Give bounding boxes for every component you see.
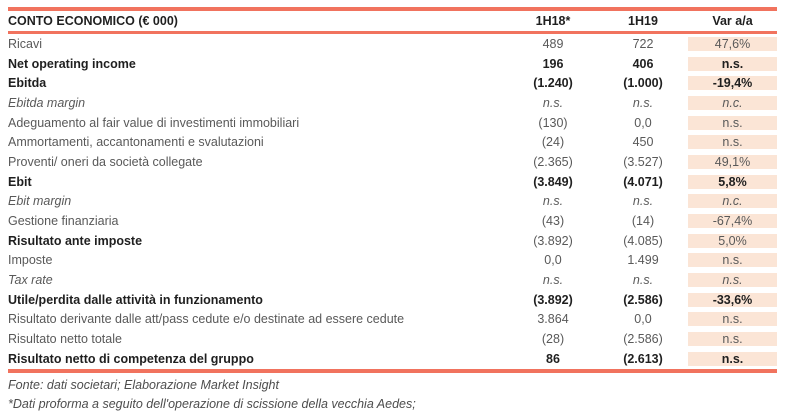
- value-1h18: (3.849): [533, 174, 573, 189]
- table-header-row: [8, 11, 777, 31]
- table-row: [8, 349, 777, 369]
- table-row: [8, 270, 777, 290]
- value-var-a-a: n.s.: [688, 116, 777, 130]
- row-label: Ebit margin: [8, 194, 72, 209]
- row-label: Ebitda margin: [8, 95, 86, 110]
- value-var-a-a: 5,0%: [688, 234, 777, 248]
- value-1h18: (1.240): [533, 76, 573, 91]
- value-1h19: (3.527): [623, 154, 663, 169]
- table-row: [8, 172, 777, 192]
- bottom-rule: [8, 369, 777, 373]
- value-1h18: (43): [541, 214, 565, 229]
- row-label: Risultato netto di competenza del gruppo: [8, 351, 254, 366]
- source-note: Fonte: dati societari; Elaborazione Market Insight: [8, 377, 279, 392]
- value-1h19: 722: [632, 36, 654, 51]
- value-1h19: (2.613): [623, 351, 663, 366]
- table-row: [8, 290, 777, 310]
- table-row: [8, 132, 777, 152]
- value-1h19: (2.586): [623, 332, 663, 347]
- value-1h19: n.s.: [632, 95, 654, 110]
- value-1h19: 1.499: [627, 253, 659, 268]
- table-row: [8, 211, 777, 231]
- value-1h19: (14): [631, 214, 655, 229]
- value-var-a-a: n.c.: [688, 96, 777, 110]
- value-1h18: 3.864: [537, 312, 569, 327]
- value-var-a-a: n.s.: [688, 135, 777, 149]
- table-row: [8, 192, 777, 212]
- row-label: Net operating income: [8, 56, 136, 71]
- value-1h19: 406: [632, 56, 654, 71]
- value-1h18: (24): [541, 135, 565, 150]
- table-row: [8, 73, 777, 93]
- table-row: [8, 310, 777, 330]
- row-label: Utile/perdita dalle attività in funzionamento: [8, 292, 263, 307]
- row-label: Ebitda: [8, 76, 47, 91]
- row-label: Risultato ante imposte: [8, 233, 143, 248]
- row-label: Ammortamenti, accantonamenti e svalutazioni: [8, 135, 264, 150]
- table-row: [8, 329, 777, 349]
- value-var-a-a: 49,1%: [688, 155, 777, 169]
- value-var-a-a: n.s.: [688, 352, 777, 366]
- table-row: [8, 152, 777, 172]
- table-row: [8, 231, 777, 251]
- table-row: [8, 34, 777, 54]
- value-1h18: (3.892): [533, 292, 573, 307]
- value-var-a-a: -67,4%: [688, 214, 777, 228]
- value-var-a-a: n.s.: [688, 273, 777, 287]
- table-row: [8, 113, 777, 133]
- value-1h19: (2.586): [623, 292, 663, 307]
- value-1h18: n.s.: [542, 273, 564, 288]
- table-title: CONTO ECONOMICO (€ 000): [8, 14, 178, 28]
- value-1h18: (130): [538, 115, 568, 130]
- value-1h18: (2.365): [533, 154, 573, 169]
- value-1h19: 0,0: [634, 312, 652, 327]
- value-1h18: 0,0: [544, 253, 562, 268]
- proforma-note: *Dati proforma a seguito dell'operazione di scissione della vecchia Aedes;: [8, 396, 416, 411]
- row-label: Ebit: [8, 174, 32, 189]
- table-row: [8, 54, 777, 74]
- value-1h18: 489: [542, 36, 564, 51]
- table-row: [8, 251, 777, 271]
- value-var-a-a: n.s.: [688, 253, 777, 267]
- row-label: Risultato netto totale: [8, 332, 122, 347]
- value-1h19: (4.085): [623, 233, 663, 248]
- row-label: Tax rate: [8, 273, 53, 288]
- value-var-a-a: n.s.: [688, 57, 777, 71]
- value-1h18: n.s.: [542, 194, 564, 209]
- value-var-a-a: n.s.: [688, 332, 777, 346]
- table-body: [8, 34, 777, 369]
- value-var-a-a: -19,4%: [688, 76, 777, 90]
- value-1h19: (1.000): [623, 76, 663, 91]
- value-1h19: 0,0: [634, 115, 652, 130]
- value-1h19: 450: [632, 135, 654, 150]
- value-var-a-a: -33,6%: [688, 293, 777, 307]
- row-label: Gestione finanziaria: [8, 214, 119, 229]
- row-label: Imposte: [8, 253, 53, 268]
- value-1h19: n.s.: [632, 273, 654, 288]
- column-header-1h19: 1H19: [628, 14, 658, 28]
- value-var-a-a: 47,6%: [688, 37, 777, 51]
- column-header-var: Var a/a: [712, 14, 753, 28]
- value-1h18: (3.892): [533, 233, 573, 248]
- table-row: [8, 93, 777, 113]
- value-var-a-a: 5,8%: [688, 175, 777, 189]
- footnotes: [8, 376, 777, 414]
- value-1h18: n.s.: [542, 95, 564, 110]
- value-1h18: (28): [541, 332, 565, 347]
- row-label: Risultato derivante dalle att/pass cedute e/o destinate ad essere cedute: [8, 312, 405, 327]
- value-1h19: (4.071): [623, 174, 663, 189]
- value-var-a-a: n.s.: [688, 312, 777, 326]
- row-label: Proventi/ oneri da società collegate: [8, 154, 203, 169]
- value-var-a-a: n.c.: [688, 194, 777, 208]
- column-header-1h18: 1H18*: [535, 14, 571, 28]
- value-1h18: 86: [546, 351, 560, 366]
- row-label: Adeguamento al fair value di investimenti immobiliari: [8, 115, 300, 130]
- row-label: Ricavi: [8, 36, 43, 51]
- value-1h18: 196: [542, 56, 564, 71]
- value-1h19: n.s.: [632, 194, 654, 209]
